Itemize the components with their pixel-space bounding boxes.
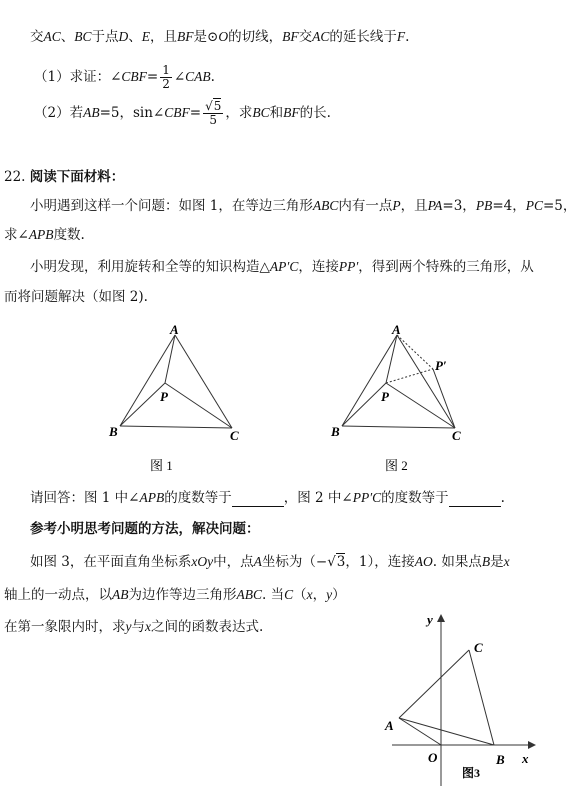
q22-answer-line: 请回答：图 1 中∠APB的度数等于 ，图 2 中∠PP′C的度数等于 .	[30, 490, 505, 506]
fig1-label-c: C	[230, 428, 239, 443]
answer-blank-2[interactable]	[449, 492, 501, 507]
fig2-label-a: A	[392, 322, 401, 337]
fraction-root5-over-5: $\frac{√5}{5}$	[205, 99, 222, 127]
fig3-label-b: B	[496, 752, 505, 767]
fig1-label-b: B	[109, 424, 118, 439]
fig1-label-a: A	[170, 322, 179, 337]
figure-2	[330, 322, 461, 473]
fig2-label-p: P	[381, 389, 389, 404]
q22-problem-line2: 轴上的一动点，以AB为边作等边三角形ABC. 当C（x，y）	[4, 587, 346, 603]
fig3-label-x: x	[522, 751, 529, 766]
fig2-label-b: B	[331, 424, 340, 439]
fig3-label-o: O	[428, 750, 438, 765]
q22-heading	[4, 168, 124, 186]
q22-method-heading: 参考小明思考问题的方法，解决问题：	[30, 521, 260, 537]
fig2-label-c: C	[452, 428, 461, 443]
fig3-caption: 图3	[462, 766, 481, 780]
question-title: 阅读下面材料：	[29, 169, 125, 185]
figures-1-2	[0, 318, 570, 478]
q22-problem-line1: 如图 3，在平面直角坐标系xOy中，点A坐标为（−√3，1），连接AO. 如果点B是x	[30, 554, 510, 570]
fig2-caption: 图 2	[385, 458, 408, 473]
fig1-label-p: P	[160, 389, 168, 404]
q21-line1: 交AC、BC于点D、E，且BF是⊙O的切线，BF交AC的延长线于F.	[30, 29, 410, 45]
fig3-label-y: y	[427, 612, 433, 627]
fig3-label-c: C	[474, 640, 483, 655]
fig3-label-a: A	[385, 718, 394, 733]
figure-1	[108, 322, 239, 473]
q22-line1: 小明遇到这样一个问题：如图 1，在等边三角形ABC内有一点P，且PA=3，PB=4，PC=5，	[30, 198, 576, 214]
q22-problem-line3: 在第一象限内时，求y与x之间的函数表达式.	[4, 619, 264, 635]
question-number: 22.	[4, 169, 26, 185]
fig2-label-p-prime: P′	[435, 358, 447, 373]
q22-line4: 而将问题解决（如图 2).	[4, 289, 148, 305]
fig1-caption: 图 1	[150, 458, 173, 473]
q22-line2: 求∠APB度数.	[4, 227, 85, 243]
figure-3	[368, 604, 548, 794]
q22-line3: 小明发现，利用旋转和全等的知识构造△AP′C，连接PP′，得到两个特殊的三角形，从	[30, 259, 534, 275]
answer-blank-1[interactable]	[232, 492, 284, 507]
q21-part2: （2）若AB=5，sin∠CBF= $\frac{√5}{5}$ ，求BC和BF的长.	[34, 99, 331, 127]
fraction-one-half: $\frac{1}{2}$	[162, 63, 170, 91]
q21-part1: （1）求证：∠CBF= $\frac{1}{2}$ ∠CAB.	[34, 63, 215, 91]
